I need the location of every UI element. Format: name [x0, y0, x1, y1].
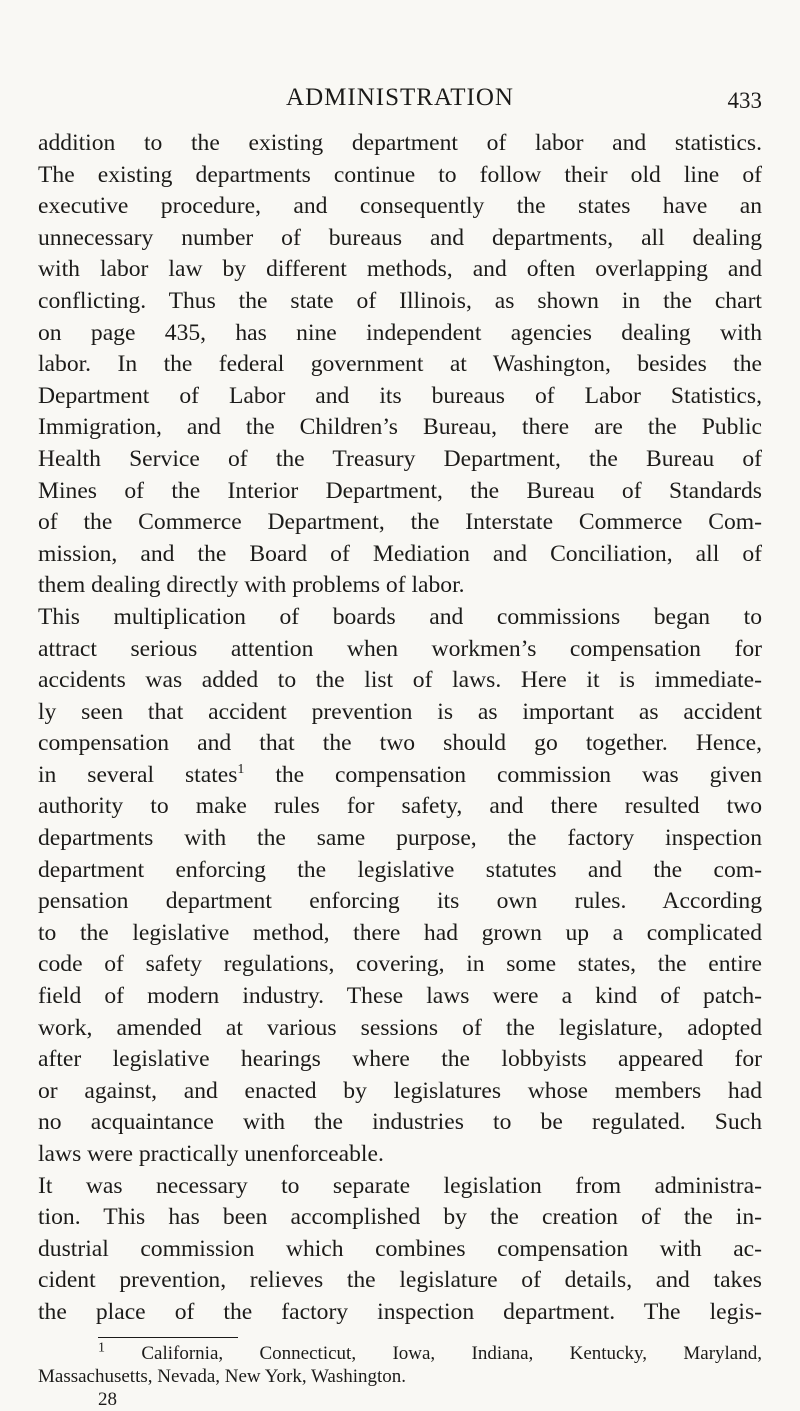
text-line: cident prevention, relieves the legislature of details, and takes: [38, 1267, 762, 1294]
text-line: addition to the existing department of labor and statistics.: [38, 130, 762, 156]
text-line: tion. This has been accomplished by the creation of the in-: [38, 1204, 762, 1231]
text-line: ly seen that accident prevention is as important as accident: [38, 698, 762, 725]
footnotes: [38, 1342, 762, 1388]
text-line-with-footnote: [38, 760, 762, 792]
book-page: [38, 84, 762, 1411]
text-line: department enforcing the legislative statutes and the com-: [38, 856, 762, 883]
body-text: [38, 128, 762, 1329]
text-line: authority to make rules for safety, and there resulted two: [38, 793, 762, 820]
text-line: unnecessary number of bureaus and departments, all dealing: [38, 224, 762, 251]
text-line: compensation and that the two should go together. Hence,: [38, 730, 762, 757]
footnote-divider: [98, 1337, 238, 1338]
text-line: to the legislative method, there had grown up a complicated: [38, 919, 762, 946]
text-line: with labor law by different methods, and often overlapping and: [38, 256, 762, 283]
page-number: 433: [727, 88, 762, 113]
text-line: mission, and the Board of Mediation and Conciliation, all of: [38, 540, 762, 567]
text-line: of the Commerce Department, the Interstate Commerce Com-: [38, 509, 762, 536]
text-line: Mines of the Interior Department, the Bureau of Standards: [38, 477, 762, 504]
footnote-line: [38, 1342, 762, 1365]
text-fragment: in several states: [38, 761, 238, 788]
footnote-text: California, Connecticut, Iowa, Indiana, Kentucky, Maryland,: [105, 1342, 762, 1364]
text-line: Health Service of the Treasury Department, the Bureau of: [38, 445, 762, 472]
text-line: labor. In the federal government at Washington, besides the: [38, 351, 762, 378]
text-line: executive procedure, and consequently the states have an: [38, 193, 762, 220]
text-line: Department of Labor and its bureaus of Labor Statistics,: [38, 382, 762, 409]
text-line: after legislative hearings where the lobbyists appeared for: [38, 1046, 762, 1073]
signature-mark: 28: [98, 1388, 117, 1410]
footnote-reference: 1: [237, 762, 245, 778]
text-line: pensation department enforcing its own rules. According: [38, 888, 762, 915]
text-fragment: the compensation commission was given: [244, 761, 762, 788]
footnote-line: Massachusetts, Nevada, New York, Washington.: [38, 1365, 407, 1387]
text-line: the place of the factory inspection department. The legis-: [38, 1298, 762, 1325]
text-line: Immigration, and the Children’s Bureau, there are the Public: [38, 414, 762, 441]
page-header: [38, 84, 762, 124]
text-line: accidents was added to the list of laws. Here it is immediate-: [38, 667, 762, 694]
text-line: The existing departments continue to follow their old line of: [38, 161, 762, 188]
text-line: no acquaintance with the industries to be regulated. Such: [38, 1109, 762, 1136]
text-line: departments with the same purpose, the factory inspection: [38, 825, 762, 852]
text-line: or against, and enacted by legislatures whose members had: [38, 1077, 762, 1104]
text-line: This multiplication of boards and commissions began to: [38, 603, 762, 630]
text-line: work, amended at various sessions of the legislature, adopted: [38, 1014, 762, 1041]
text-line: attract serious attention when workmen’s compensation for: [38, 635, 762, 662]
text-line: them dealing directly with problems of labor.: [38, 572, 465, 599]
text-line: code of safety regulations, covering, in some states, the entire: [38, 951, 762, 978]
text-line: conflicting. Thus the state of Illinois, as shown in the chart: [38, 287, 762, 314]
text-line: on page 435, has nine independent agencies dealing with: [38, 319, 762, 346]
footnote-marker: 1: [98, 1340, 105, 1356]
text-line: laws were practically unenforceable.: [38, 1141, 384, 1167]
text-line: dustrial commission which combines compensation with ac-: [38, 1235, 762, 1262]
text-line: field of modern industry. These laws were a kind of patch-: [38, 983, 762, 1010]
text-line: It was necessary to separate legislation from administra-: [38, 1172, 762, 1199]
running-head: ADMINISTRATION: [286, 84, 514, 111]
